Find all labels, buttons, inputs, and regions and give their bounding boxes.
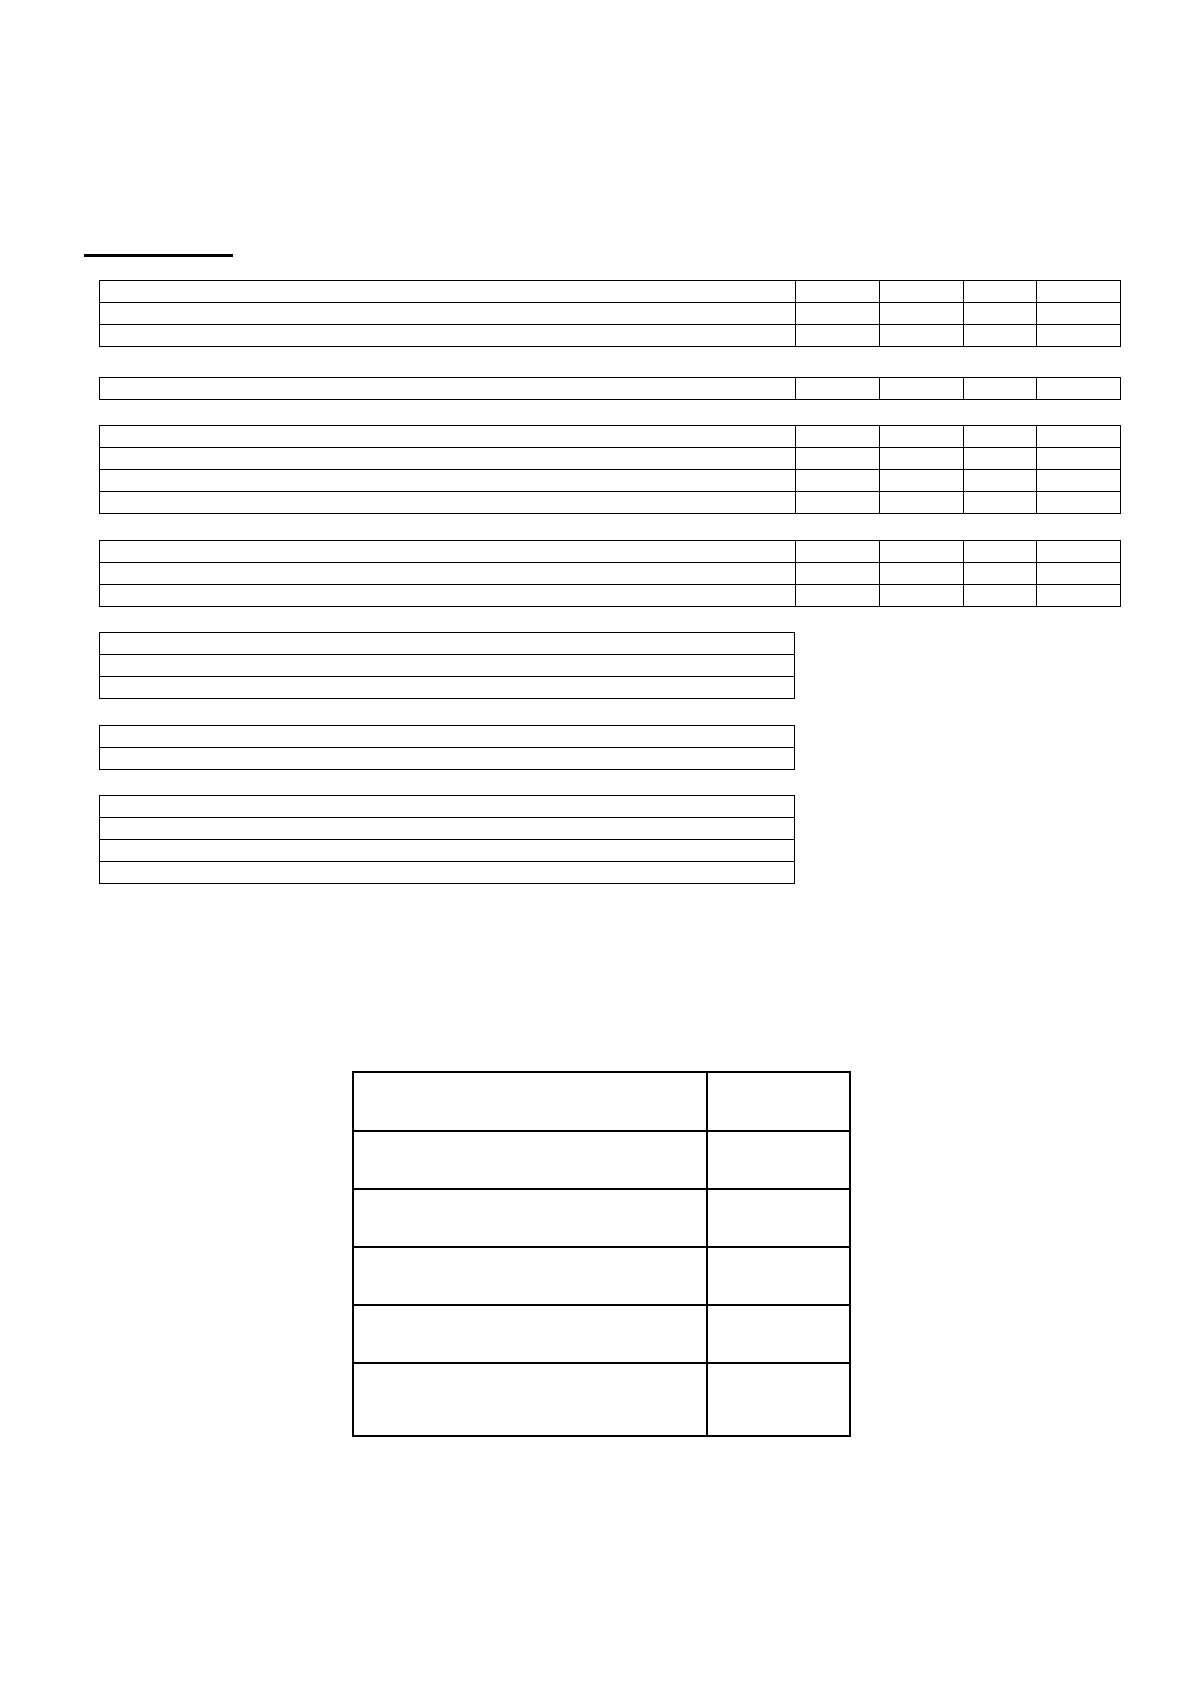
table-cell	[100, 796, 795, 818]
summary-cell	[353, 1363, 707, 1436]
form-table-4	[99, 540, 1121, 607]
table-cell	[100, 281, 796, 303]
table-row	[100, 426, 1121, 448]
form-table-1	[99, 280, 1121, 347]
table-cell	[100, 541, 796, 563]
table-cell	[100, 448, 796, 470]
table-row	[100, 655, 795, 677]
form-table-3	[99, 425, 1121, 514]
table-row	[100, 726, 795, 748]
table-row	[100, 677, 795, 699]
summary-row	[353, 1305, 850, 1363]
summary-row	[353, 1247, 850, 1305]
summary-cell	[707, 1189, 850, 1247]
summary-cell	[707, 1131, 850, 1189]
form-table-7	[99, 795, 795, 884]
summary-table	[352, 1071, 851, 1437]
table-cell	[880, 563, 964, 585]
table-cell	[1037, 303, 1121, 325]
table-cell	[1037, 470, 1121, 492]
table-row	[100, 541, 1121, 563]
table-cell	[796, 470, 880, 492]
table-cell	[796, 492, 880, 514]
table-cell	[100, 818, 795, 840]
table-cell	[964, 303, 1037, 325]
table-cell	[796, 585, 880, 607]
table-cell	[796, 563, 880, 585]
table-cell	[100, 303, 796, 325]
table-cell	[880, 585, 964, 607]
table-cell	[100, 726, 795, 748]
summary-cell	[353, 1072, 707, 1131]
form-table-2	[99, 377, 1121, 400]
table-cell	[796, 325, 880, 347]
table-row	[100, 563, 1121, 585]
table-cell	[100, 655, 795, 677]
table-row	[100, 840, 795, 862]
table-cell	[964, 563, 1037, 585]
section-heading-underline	[84, 254, 233, 257]
table-cell	[964, 325, 1037, 347]
table-row	[100, 796, 795, 818]
table-cell	[100, 325, 796, 347]
table-cell	[100, 748, 795, 770]
table-row	[100, 862, 795, 884]
table-row	[100, 470, 1121, 492]
table-cell	[880, 492, 964, 514]
table-cell	[100, 426, 796, 448]
table-cell	[964, 426, 1037, 448]
table-cell	[796, 378, 880, 400]
form-table-5	[99, 632, 795, 699]
table-cell	[1037, 448, 1121, 470]
table-cell	[100, 470, 796, 492]
table-cell	[1037, 492, 1121, 514]
table-cell	[100, 677, 795, 699]
form-table-6	[99, 725, 795, 770]
table-row	[100, 818, 795, 840]
table-cell	[880, 426, 964, 448]
table-row	[100, 325, 1121, 347]
table-row	[100, 585, 1121, 607]
table-cell	[964, 541, 1037, 563]
summary-cell	[353, 1305, 707, 1363]
summary-cell	[707, 1072, 850, 1131]
table-cell	[100, 585, 796, 607]
table-cell	[964, 378, 1037, 400]
table-row	[100, 281, 1121, 303]
summary-cell	[353, 1247, 707, 1305]
table-cell	[100, 492, 796, 514]
summary-row	[353, 1131, 850, 1189]
summary-row	[353, 1363, 850, 1436]
table-cell	[100, 563, 796, 585]
table-cell	[1037, 378, 1121, 400]
table-cell	[100, 862, 795, 884]
table-cell	[964, 585, 1037, 607]
table-cell	[880, 325, 964, 347]
table-row	[100, 492, 1121, 514]
table-row	[100, 748, 795, 770]
summary-cell	[707, 1305, 850, 1363]
table-row	[100, 633, 795, 655]
summary-row	[353, 1189, 850, 1247]
table-cell	[100, 633, 795, 655]
table-cell	[880, 378, 964, 400]
table-cell	[1037, 325, 1121, 347]
table-cell	[1037, 541, 1121, 563]
table-cell	[964, 492, 1037, 514]
summary-cell	[353, 1189, 707, 1247]
table-cell	[880, 281, 964, 303]
table-cell	[1037, 426, 1121, 448]
table-cell	[1037, 563, 1121, 585]
table-cell	[964, 470, 1037, 492]
table-cell	[796, 541, 880, 563]
table-cell	[880, 303, 964, 325]
summary-cell	[707, 1363, 850, 1436]
table-row	[100, 303, 1121, 325]
table-cell	[880, 541, 964, 563]
table-cell	[1037, 585, 1121, 607]
table-cell	[1037, 281, 1121, 303]
table-cell	[796, 303, 880, 325]
table-cell	[796, 448, 880, 470]
table-cell	[796, 281, 880, 303]
table-cell	[100, 840, 795, 862]
summary-row	[353, 1072, 850, 1131]
table-cell	[796, 426, 880, 448]
summary-cell	[707, 1247, 850, 1305]
table-row	[100, 448, 1121, 470]
table-cell	[964, 448, 1037, 470]
summary-cell	[353, 1131, 707, 1189]
table-row	[100, 378, 1121, 400]
table-cell	[880, 470, 964, 492]
table-cell	[880, 448, 964, 470]
table-cell	[964, 281, 1037, 303]
table-cell	[100, 378, 796, 400]
